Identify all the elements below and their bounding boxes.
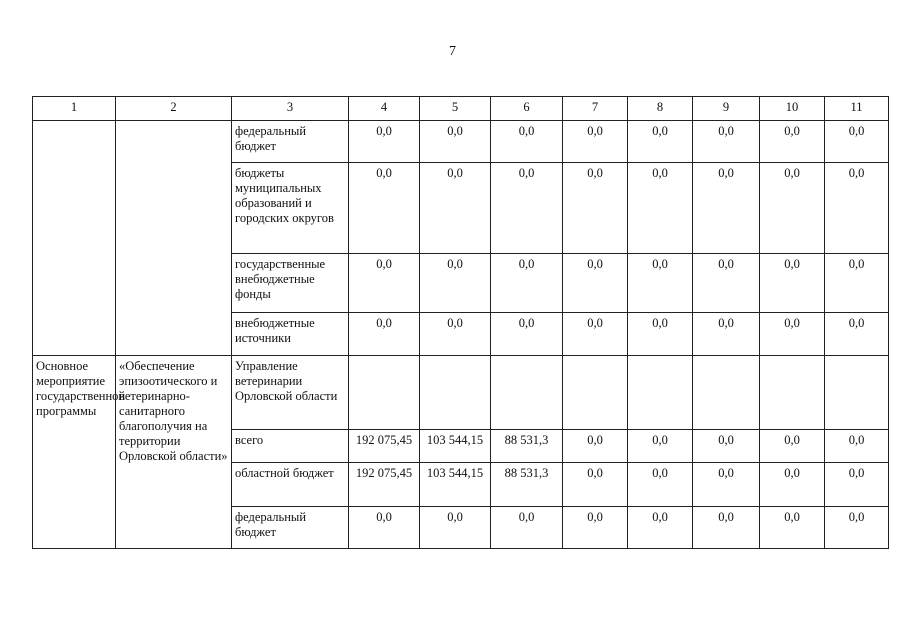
empty-cell	[825, 356, 889, 430]
value-cell: 0,0	[825, 163, 889, 254]
value-cell: 0,0	[349, 507, 420, 549]
value-cell: 0,0	[628, 254, 693, 313]
value-cell: 0,0	[628, 121, 693, 163]
value-cell: 103 544,15	[420, 463, 491, 507]
source-label: федеральный бюджет	[232, 121, 349, 163]
column-number: 1	[33, 97, 116, 121]
value-cell: 0,0	[825, 254, 889, 313]
value-cell: 0,0	[491, 313, 563, 356]
value-cell: 88 531,3	[491, 463, 563, 507]
value-cell: 0,0	[825, 313, 889, 356]
value-cell: 0,0	[491, 121, 563, 163]
value-cell: 0,0	[693, 313, 760, 356]
table-row	[33, 356, 889, 430]
value-cell: 0,0	[349, 121, 420, 163]
value-cell: 0,0	[628, 507, 693, 549]
column-number: 6	[491, 97, 563, 121]
value-cell: 0,0	[420, 507, 491, 549]
value-cell: 0,0	[491, 163, 563, 254]
empty-cell	[349, 356, 420, 430]
value-cell: 0,0	[491, 254, 563, 313]
value-cell: 0,0	[693, 430, 760, 463]
value-cell: 0,0	[349, 313, 420, 356]
value-cell: 88 531,3	[491, 430, 563, 463]
value-cell: 0,0	[825, 507, 889, 549]
value-cell: 0,0	[420, 313, 491, 356]
measure-name-cell: «Обеспечение эпизоотического и ветеринарно-санитарного благополучия на территории Орловской области»	[116, 356, 232, 549]
value-cell: 0,0	[349, 254, 420, 313]
value-cell: 0,0	[563, 121, 628, 163]
empty-cell	[491, 356, 563, 430]
value-cell: 192 075,45	[349, 430, 420, 463]
empty-cell	[420, 356, 491, 430]
value-cell: 0,0	[825, 463, 889, 507]
value-cell: 0,0	[628, 463, 693, 507]
value-cell: 0,0	[825, 430, 889, 463]
value-cell: 0,0	[349, 163, 420, 254]
source-label: бюджеты муниципальных образований и городских округов	[232, 163, 349, 254]
table-row	[33, 121, 889, 163]
value-cell: 0,0	[693, 507, 760, 549]
source-label: государственные внебюджетные фонды	[232, 254, 349, 313]
value-cell: 0,0	[760, 430, 825, 463]
value-cell: 0,0	[760, 507, 825, 549]
empty-cell	[760, 356, 825, 430]
executor-cell: Управление ветеринарии Орловской области	[232, 356, 349, 430]
value-cell: 0,0	[628, 313, 693, 356]
value-cell: 0,0	[693, 463, 760, 507]
column-number: 11	[825, 97, 889, 121]
empty-cell	[693, 356, 760, 430]
value-cell: 0,0	[760, 254, 825, 313]
value-cell: 0,0	[420, 163, 491, 254]
page-number: 7	[449, 44, 456, 59]
funding-table	[32, 96, 889, 549]
value-cell: 0,0	[693, 254, 760, 313]
value-cell: 0,0	[563, 163, 628, 254]
status-cell-continued	[33, 121, 116, 356]
column-number: 10	[760, 97, 825, 121]
source-label: внебюджетные источники	[232, 313, 349, 356]
column-number: 4	[349, 97, 420, 121]
column-number: 8	[628, 97, 693, 121]
value-cell: 0,0	[563, 254, 628, 313]
column-number: 7	[563, 97, 628, 121]
value-cell: 0,0	[760, 313, 825, 356]
status-cell: Основное мероприятие государственной программы	[33, 356, 116, 549]
value-cell: 0,0	[628, 430, 693, 463]
value-cell: 0,0	[693, 121, 760, 163]
value-cell: 0,0	[563, 507, 628, 549]
value-cell: 0,0	[693, 163, 760, 254]
value-cell: 0,0	[760, 463, 825, 507]
value-cell: 0,0	[491, 507, 563, 549]
column-numbers-row	[33, 97, 889, 121]
column-number: 3	[232, 97, 349, 121]
column-number: 9	[693, 97, 760, 121]
source-label: всего	[232, 430, 349, 463]
value-cell: 103 544,15	[420, 430, 491, 463]
empty-cell	[563, 356, 628, 430]
source-label: федеральный бюджет	[232, 507, 349, 549]
column-number: 2	[116, 97, 232, 121]
value-cell: 0,0	[563, 430, 628, 463]
value-cell: 0,0	[760, 163, 825, 254]
name-cell-continued	[116, 121, 232, 356]
value-cell: 0,0	[760, 121, 825, 163]
value-cell: 0,0	[628, 163, 693, 254]
value-cell: 192 075,45	[349, 463, 420, 507]
value-cell: 0,0	[563, 313, 628, 356]
value-cell: 0,0	[420, 121, 491, 163]
empty-cell	[628, 356, 693, 430]
value-cell: 0,0	[420, 254, 491, 313]
source-label: областной бюджет	[232, 463, 349, 507]
column-number: 5	[420, 97, 491, 121]
value-cell: 0,0	[563, 463, 628, 507]
value-cell: 0,0	[825, 121, 889, 163]
